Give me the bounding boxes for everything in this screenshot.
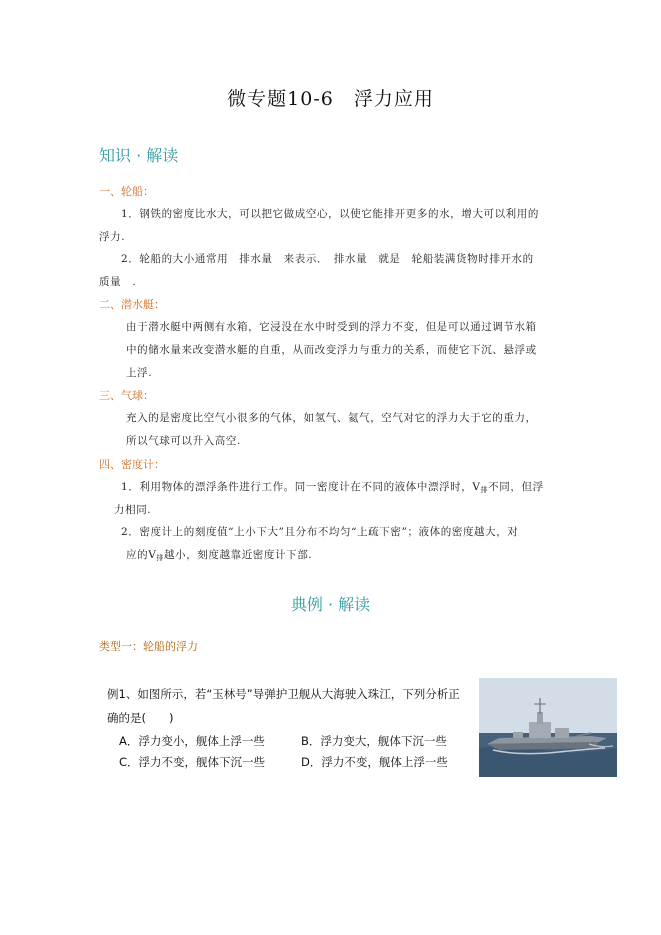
section-4-para-1-line-1: 1．利用物体的漂浮条件进行工作。同一密度计在不同的液体中漂浮时，$V_排$不同，但浮 xyxy=(121,481,544,494)
question-line-1: 例1、如图所示，若“玉林号”导弹护卫舰从大海驶入珠江，下列分析正 xyxy=(107,687,460,701)
section-3-line-2: 所以气球可以升入高空. xyxy=(126,435,241,447)
section-4-para-1-line-2: 力相同. xyxy=(114,504,152,516)
section-4-para-2-line-2: 应的$V_排$越小，刻度越靠近密度计下部. xyxy=(126,549,313,562)
section-2-line-3: 上浮. xyxy=(126,367,153,379)
section-4-para-2-line-1: 2．密度计上的刻度值“上小下大”且分布不均匀“上疏下密”；液体的密度越大，对 xyxy=(121,526,519,538)
option-d: D．浮力不变，舰体上浮一些 xyxy=(301,755,448,769)
option-c: C．浮力不变，舰体下沉一些 xyxy=(119,755,266,769)
section-2-line-1: 由于潜水艇中两侧有水箱，它浸没在水中时受到的浮力不变，但是可以通过调节水箱 xyxy=(126,321,537,333)
type-label: 类型一：轮船的浮力 xyxy=(99,640,198,653)
section-2-heading: 二、潜水艇： xyxy=(99,298,165,311)
example-header: 典例 · 解读 xyxy=(290,595,371,614)
warship-photo-icon xyxy=(479,678,617,777)
section-2-line-2: 中的储水量来改变潜水艇的自重，从而改变浮力与重力的关系，而使它下沉、悬浮或 xyxy=(126,344,537,356)
section-1-para-2-line-1: 2．轮船的大小通常用 排水量 来表示． 排水量 就是 轮船装满货物时排开水的 xyxy=(121,253,534,265)
page-title: 微专题10-6 浮力应用 xyxy=(227,88,434,110)
section-1-heading: 一、轮船： xyxy=(99,185,154,198)
option-b: B．浮力变大，舰体下沉一些 xyxy=(301,734,447,748)
subscript-pai: 排 xyxy=(156,554,164,562)
section-3-heading: 三、气球： xyxy=(99,389,154,402)
section-1-para-1-line-2: 浮力. xyxy=(99,231,126,243)
knowledge-header: 知识 · 解读 xyxy=(99,146,179,165)
section-4-heading: 四、密度计： xyxy=(99,458,165,471)
question-line-2: 确的是( ) xyxy=(107,711,174,725)
section-1-para-1-line-1: 1．钢铁的密度比水大，可以把它做成空心，以使它能排开更多的水，增大可以利用的 xyxy=(121,208,539,220)
section-3-line-1: 充入的是密度比空气小很多的气体，如氢气、氦气，空气对它的浮力大于它的重力， xyxy=(126,412,537,424)
subscript-pai: 排 xyxy=(480,486,489,494)
section-1-para-2-line-2: 质量 . xyxy=(99,276,137,288)
option-a: A．浮力变小，舰体上浮一些 xyxy=(119,734,265,748)
